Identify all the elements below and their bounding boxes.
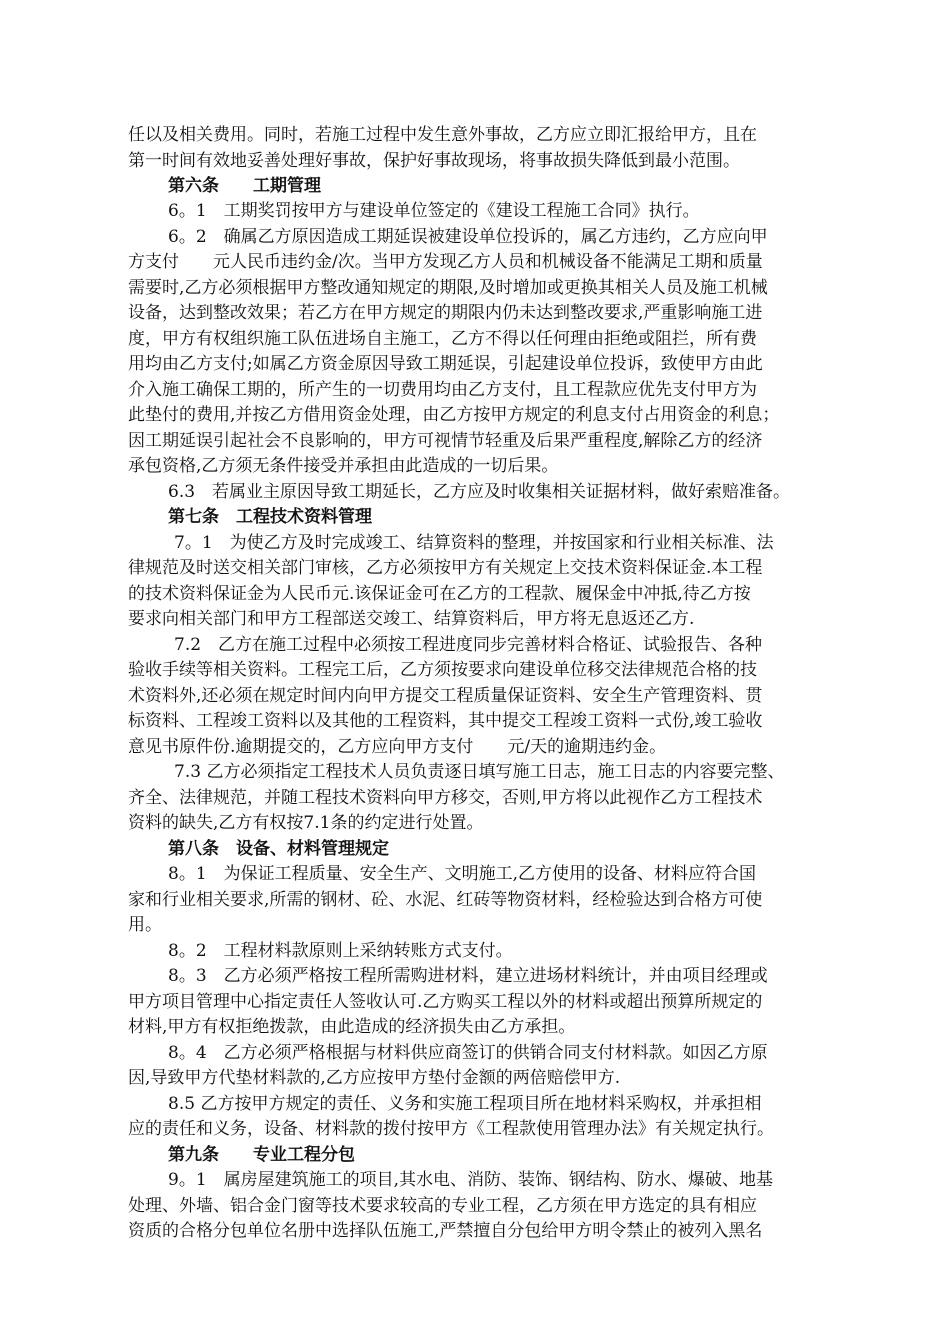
body-text-line: 甲方项目管理中心指定责任人签收认可.乙方购买工程以外的材料或超出预算所规定的 (128, 992, 763, 1012)
clause-7-3: 7.3 乙方必须指定工程技术人员负责逐日填写施工日志，施工日志的内容要完整、 (174, 762, 785, 782)
body-text-line: 度，甲方有权组织施工队伍进场自主施工，乙方不得以任何理由拒绝或阻拦，所有费 (128, 329, 757, 349)
section-heading-article-9: 第九条 专业工程分包 (168, 1145, 355, 1165)
body-text-line: 因工期延误引起社会不良影响的，甲方可视情节轻重及后果严重程度,解除乙方的经济 (128, 431, 763, 451)
body-text-line: 方支付 元人民币违约金/次。当甲方发现乙方人员和机械设备不能满足工期和质量 (128, 252, 763, 272)
body-text-line: 术资料外,还必须在规定时间内向甲方提交工程质量保证资料、安全生产管理资料、贯 (128, 686, 763, 706)
body-text-line: 验收手续等相关资料。工程完工后，乙方须按要求向建设单位移交法律规范合格的技 (128, 660, 757, 680)
body-text-line: 家和行业相关要求,所需的钢材、砼、水泥、红砖等物资材料，经检验达到合格方可使 (128, 890, 763, 910)
body-text-line: 处理、外墙、铝合金门窗等技术要求较高的专业工程，乙方须在甲方选定的具有相应 (128, 1196, 757, 1216)
body-text-line: 任以及相关费用。同时，若施工过程中发生意外事故，乙方应立即汇报给甲方，且在 (128, 125, 757, 145)
section-heading-article-8: 第八条 设备、材料管理规定 (168, 839, 389, 859)
clause-7-1: 7。1 为使乙方及时完成竣工、结算资料的整理，并按国家和行业相关标准、法 (174, 533, 774, 553)
clause-6-1: 6。1 工期奖罚按甲方与建设单位签定的《建设工程施工合同》执行。 (168, 201, 700, 221)
clause-6-2: 6。2 确属乙方原因造成工期延误被建设单位投诉的，属乙方违约，乙方应向甲 (168, 227, 768, 247)
body-text-line: 标资料、工程竣工资料以及其他的工程资料，其中提交工程竣工资料一式份,竣工验收 (128, 711, 763, 731)
body-text-line: 意见书原件份.逾期提交的，乙方应向甲方支付 元/天的逾期违约金。 (128, 737, 667, 757)
body-text-line: 应的责任和义务，设备、材料款的拨付按甲方《工程款使用管理办法》有关规定执行。 (128, 1119, 774, 1139)
body-text-line: 此垫付的费用,并按乙方借用资金处理，由乙方按甲方规定的利息支付占用资金的利息； (128, 405, 780, 425)
section-heading-article-7: 第七条 工程技术资料管理 (168, 507, 372, 527)
body-text-line: 第一时间有效地妥善处理好事故，保护好事故现场，将事故损失降低到最小范围。 (128, 151, 740, 171)
body-text-line: 用。 (128, 915, 162, 935)
body-text-line: 的技术资料保证金为人民币元.该保证金可在乙方的工程款、履保金中冲抵,待乙方按 (128, 584, 751, 604)
body-text-line: 设备，达到整改效果；若乙方在甲方规定的期限内仍未达到整改要求,严重影响施工进 (128, 303, 763, 323)
body-text-line: 要求向相关部门和甲方工程部送交竣工、结算资料后，甲方将无息返还乙方. (128, 609, 695, 629)
clause-7-2: 7.2 乙方在施工过程中必须按工程进度同步完善材料合格证、试验报告、各种 (174, 635, 763, 655)
body-text-line: 介入施工确保工期的，所产生的一切费用均由乙方支付，且工程款应优先支付甲方为 (128, 380, 757, 400)
clause-8-5: 8.5 乙方按甲方规定的责任、义务和实施工程项目所在地材料采购权，并承担相 (168, 1094, 762, 1114)
section-heading-article-6: 第六条 工期管理 (168, 176, 321, 196)
clause-6-3: 6.3 若属业主原因导致工期延长，乙方应及时收集相关证据材料，做好索赔准备。 (168, 482, 791, 502)
body-text-line: 律规范及时送交相关部门审核，乙方必须按甲方有关规定上交技术资料保证金.本工程 (128, 558, 763, 578)
body-text-line: 资料的缺失,乙方有权按7.1条的约定进行处置。 (128, 813, 484, 833)
clause-8-4: 8。4 乙方必须严格根据与材料供应商签订的供销合同支付材料款。如因乙方原 (168, 1043, 768, 1063)
body-text-line: 用均由乙方支付;如属乙方资金原因导致工期延误，引起建设单位投诉，致使甲方由此 (128, 354, 763, 374)
clause-8-3: 8。3 乙方必须严格按工程所需购进材料，建立进场材料统计，并由项目经理或 (168, 966, 768, 986)
clause-9-1: 9。1 属房屋建筑施工的项目,其水电、消防、装饰、钢结构、防水、爆破、地基 (168, 1170, 774, 1190)
body-text-line: 因,导致甲方代垫材料款的,乙方应按甲方垫付金额的两倍赔偿甲方. (128, 1068, 621, 1088)
body-text-line: 需要时,乙方必须根据甲方整改通知规定的期限,及时增加或更换其相关人员及施工机械 (128, 278, 768, 298)
body-text-line: 资质的合格分包单位名册中选择队伍施工,严禁擅自分包给甲方明令禁止的被列入黑名 (128, 1221, 763, 1241)
clause-8-1: 8。1 为保证工程质量、安全生产、文明施工,乙方使用的设备、材料应符合国 (168, 864, 757, 884)
clause-8-2: 8。2 工程材料款原则上采纳转账方式支付。 (168, 941, 513, 961)
body-text-line: 材料,甲方有权拒绝拨款，由此造成的经济损失由乙方承担。 (128, 1017, 576, 1037)
body-text-line: 齐全、法律规范，并随工程技术资料向甲方移交，否则,甲方将以此视作乙方工程技术 (128, 788, 763, 808)
body-text-line: 承包资格,乙方须无条件接受并承担由此造成的一切后果。 (128, 456, 559, 476)
